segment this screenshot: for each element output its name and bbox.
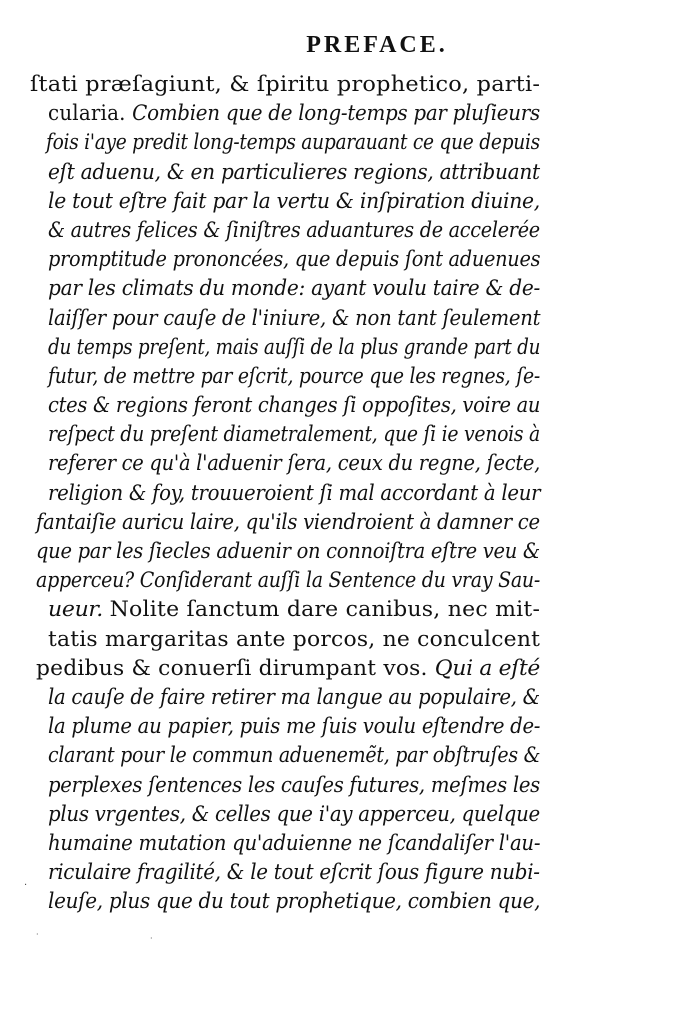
text-segment: ſtati præſagiunt, & ſpiritu prophetico, parti- (30, 72, 541, 96)
line-fit-wrapper (48, 887, 540, 916)
text-line (28, 187, 548, 216)
line-fit-wrapper (48, 741, 540, 770)
text-segment: ueur. (48, 597, 110, 622)
line-fit-wrapper (46, 128, 540, 157)
text-line (28, 449, 548, 478)
text-segment: pedibus & conuerſi dirumpant vos. (36, 655, 435, 680)
line-fit-wrapper (48, 333, 540, 362)
text-line (28, 712, 548, 741)
text-segment: que par les ſiecles aduenir on connoiſtra eſtre veu & (36, 539, 540, 563)
line-fit-wrapper (30, 70, 540, 99)
text-line (28, 566, 548, 595)
text-segment: du temps preſent, mais auſſi de la plus grande part du (48, 334, 541, 359)
text-segment: eſt aduenu, & en particulieres regions, attribuant (48, 159, 540, 184)
line-fit-wrapper (48, 771, 540, 800)
line-fit-wrapper (36, 537, 540, 566)
line-fit-wrapper (48, 187, 540, 216)
text-segment: plus vrgentes, & celles que i'ay apperceu, quelque (48, 801, 540, 826)
line-fit-wrapper (48, 829, 540, 858)
text-segment: leuſe, plus que du tout prophetique, combien que, (48, 889, 541, 914)
ink-speck: · (24, 880, 28, 891)
ink-speck: · (150, 934, 153, 943)
running-head: PREFACE. (306, 32, 448, 58)
line-fit-wrapper (36, 508, 540, 537)
text-line (28, 245, 548, 274)
ink-speck: · (36, 930, 39, 939)
text-segment: tatis margaritas ante porcos, ne conculcent (48, 626, 541, 651)
text-segment: laiſſer pour cauſe de l'iniure, & non tant ſeulement (48, 305, 541, 330)
text-segment: cularia. (48, 101, 133, 126)
text-line (28, 800, 548, 829)
text-segment: par les climats du monde: ayant voulu taire & de- (48, 276, 541, 301)
text-segment: perplexes ſentences les cauſes futures, meſmes les (48, 772, 540, 797)
line-fit-wrapper (48, 712, 540, 741)
text-line (28, 333, 548, 362)
line-fit-wrapper (48, 858, 540, 887)
line-fit-wrapper (48, 479, 540, 508)
body-text (28, 70, 548, 916)
text-segment: ctes & regions feront changes ſi oppoſites, voire au (48, 393, 541, 418)
line-fit-wrapper (48, 420, 540, 449)
text-line (28, 362, 548, 391)
line-fit-wrapper (48, 158, 540, 187)
text-line (28, 537, 548, 566)
text-segment: riculaire fragilité, & le tout eſcrit ſous figure nubi- (48, 860, 540, 885)
text-segment: fantaiſie auricu laire, qu'ils viendroient à damner ce (36, 509, 540, 534)
text-line (28, 741, 548, 770)
text-line (28, 479, 548, 508)
line-fit-wrapper (48, 274, 540, 303)
text-line (28, 216, 548, 245)
text-line (28, 304, 548, 333)
line-fit-wrapper (48, 391, 540, 420)
text-line (28, 887, 548, 916)
line-fit-wrapper (48, 800, 540, 829)
text-line (28, 683, 548, 712)
line-fit-wrapper (36, 654, 540, 683)
text-segment: reſpect du preſent diametralement, que ſi ie venois à (48, 422, 541, 447)
line-fit-wrapper (48, 595, 540, 624)
line-fit-wrapper (48, 245, 540, 274)
text-segment: fois i'aye predit long-temps auparauant ce que depuis (46, 130, 540, 155)
text-line (28, 829, 548, 858)
text-line (28, 858, 548, 887)
text-line (28, 391, 548, 420)
text-line (28, 99, 548, 128)
line-fit-wrapper (48, 304, 540, 333)
line-fit-wrapper (36, 566, 540, 595)
text-segment: la cauſe de faire retirer ma langue au populaire, & (48, 684, 540, 709)
text-segment: & autres felices & ſiniſtres aduantures de accelerée (48, 217, 540, 242)
text-segment: religion & foy, trouueroient ſi mal accordant à leur (48, 480, 541, 505)
line-fit-wrapper (48, 625, 540, 654)
text-segment: Combien que de long-temps par pluſieurs (132, 101, 540, 126)
text-segment: apperceu? Conſiderant auſſi la Sentence du vray Sau- (36, 568, 541, 593)
text-segment: referer ce qu'à l'aduenir ſera, ceux du regne, ſecte, (48, 451, 541, 476)
text-line (28, 771, 548, 800)
line-fit-wrapper (48, 449, 540, 478)
text-segment: futur, de mettre par eſcrit, pource que les regnes, ſe- (48, 363, 540, 388)
text-line (28, 274, 548, 303)
text-line (28, 420, 548, 449)
line-fit-wrapper (48, 683, 540, 712)
text-segment: Qui a eſté (434, 655, 540, 680)
text-line (28, 595, 548, 624)
text-segment: clarant pour le commun aduenemẽt, par obſtruſes & (48, 743, 541, 768)
text-segment: Nolite ſanctum dare canibus, nec mit- (109, 597, 541, 622)
text-line (28, 70, 548, 99)
line-fit-wrapper (48, 99, 540, 128)
line-fit-wrapper (48, 362, 540, 391)
text-line (28, 508, 548, 537)
text-line (28, 128, 548, 157)
text-segment: la plume au papier, puis me ſuis voulu eſtendre de- (48, 714, 541, 739)
text-segment: le tout eſtre fait par la vertu & inſpiration diuine, (48, 188, 540, 213)
text-segment: humaine mutation qu'aduienne ne ſcandaliſer l'au- (48, 830, 541, 855)
line-fit-wrapper (48, 216, 540, 245)
text-line (28, 654, 548, 683)
text-segment: promptitude prononcées, que depuis ſont aduenues (48, 247, 541, 272)
text-line (28, 625, 548, 654)
text-line (28, 158, 548, 187)
